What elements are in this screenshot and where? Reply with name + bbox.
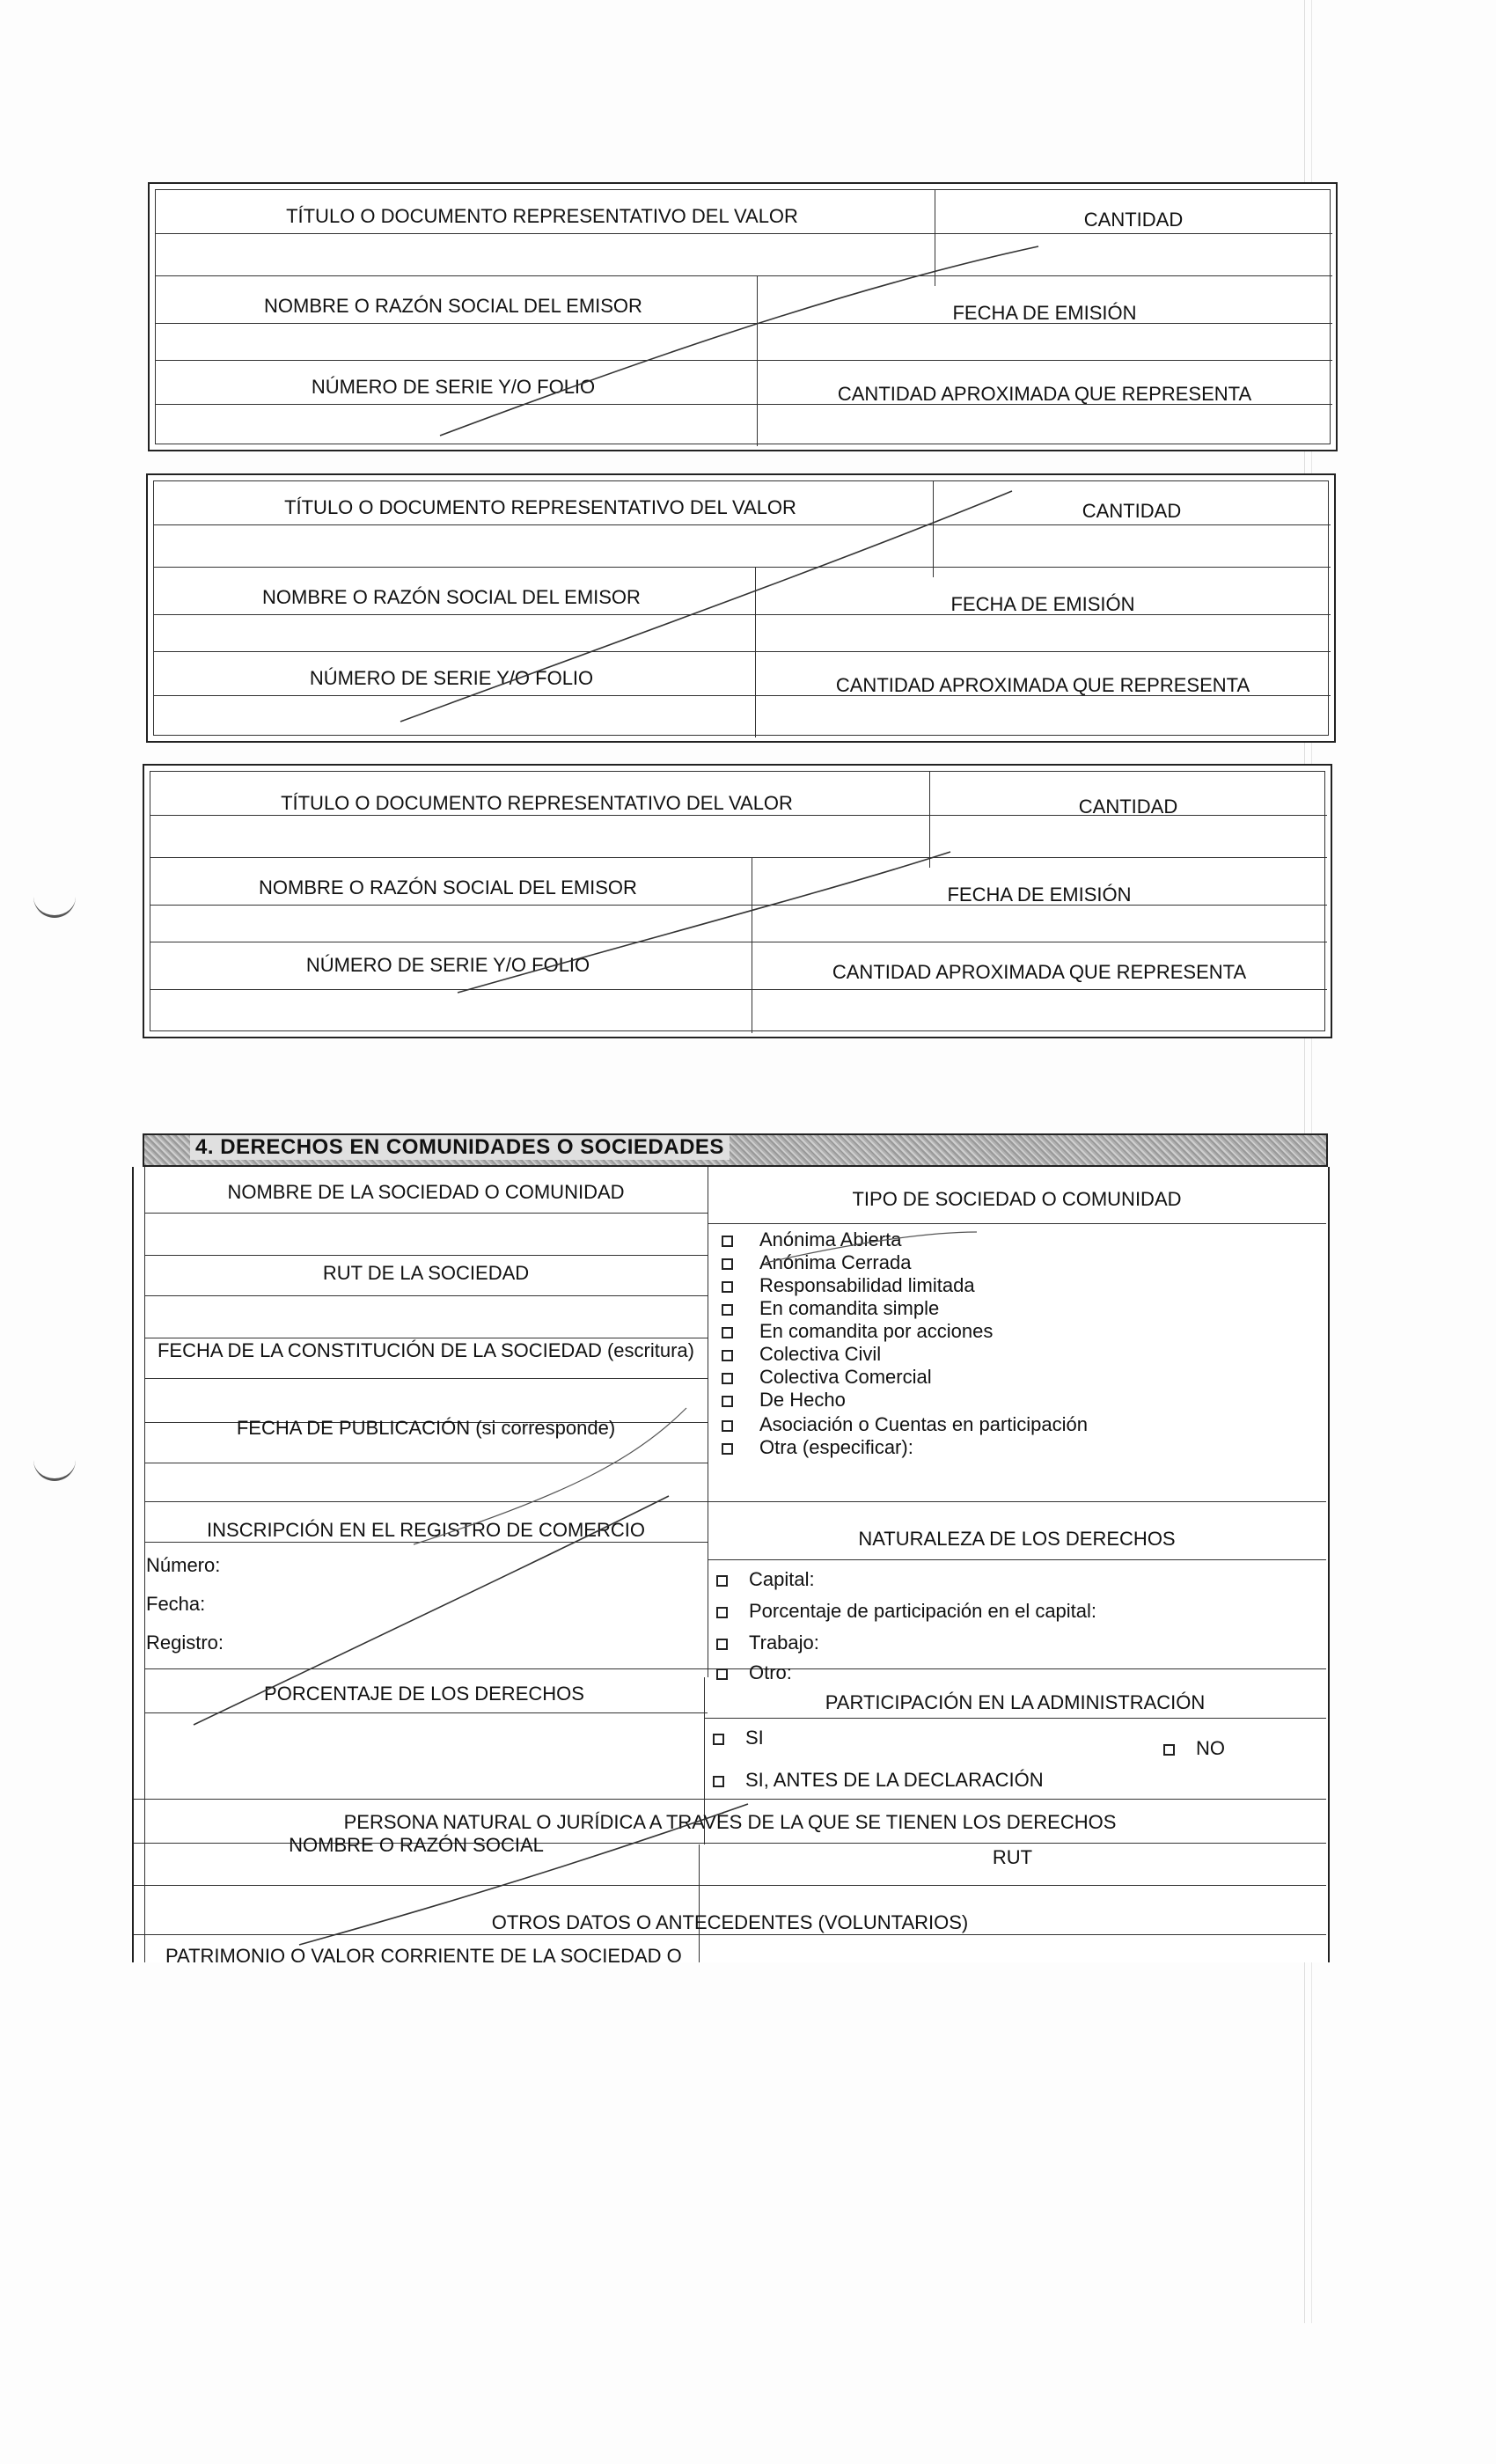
company-rut-label: RUT DE LA SOCIEDAD	[322, 1262, 530, 1284]
serial-label: NÚMERO DE SERIE Y/O FOLIO	[309, 667, 594, 689]
issue-date-label: FECHA DE EMISIÓN	[947, 884, 1132, 906]
security-title-label: TÍTULO O DOCUMENTO REPRESENTATIVO DEL VALOR	[286, 205, 798, 227]
company-name-label: NOMBRE DE LA SOCIEDAD O COMUNIDAD	[227, 1181, 625, 1203]
company-type-option[interactable]: Asociación o Cuentas en participación	[722, 1413, 1088, 1436]
company-type-option-other[interactable]: Otra (especificar):	[722, 1436, 913, 1459]
registry-label: INSCRIPCIÓN EN EL REGISTRO DE COMERCIO	[207, 1519, 645, 1541]
section-number: 4.	[195, 1135, 215, 1159]
company-type-option[interactable]: Colectiva Civil	[722, 1343, 881, 1366]
constitution-date-label: FECHA DE LA CONSTITUCIÓN DE LA SOCIEDAD (escritura)	[157, 1339, 694, 1361]
rights-nature-option[interactable]: Trabajo:	[716, 1632, 819, 1654]
issuer-label: NOMBRE O RAZÓN SOCIAL DEL EMISOR	[262, 586, 641, 608]
rights-nature-option[interactable]: Capital:	[716, 1568, 815, 1591]
registry-number-label: Número:	[146, 1554, 221, 1576]
company-type-option[interactable]: Anónima Abierta	[722, 1228, 901, 1251]
approx-quantity-label: CANTIDAD APROXIMADA QUE REPRESENTA	[835, 674, 1250, 696]
issue-date-label: FECHA DE EMISIÓN	[950, 593, 1135, 615]
intermediary-rut-label: RUT	[992, 1846, 1033, 1868]
patrimony-label: PATRIMONIO O VALOR CORRIENTE DE LA SOCIEDAD O	[165, 1945, 682, 1962]
rights-percentage-label: PORCENTAJE DE LOS DERECHOS	[264, 1683, 584, 1705]
admin-yes-before-option[interactable]: SI, ANTES DE LA DECLARACIÓN	[713, 1769, 1044, 1792]
company-type-option[interactable]: De Hecho	[722, 1389, 846, 1412]
company-type-option[interactable]: Anónima Cerrada	[722, 1251, 911, 1274]
serial-label: NÚMERO DE SERIE Y/O FOLIO	[311, 376, 596, 398]
issuer-label: NOMBRE O RAZÓN SOCIAL DEL EMISOR	[264, 295, 642, 317]
security-title-label: TÍTULO O DOCUMENTO REPRESENTATIVO DEL VALOR	[281, 792, 793, 814]
admin-no-option[interactable]: NO	[1163, 1737, 1225, 1760]
rights-nature-option[interactable]: Otro:	[716, 1661, 792, 1684]
quantity-label: CANTIDAD	[1078, 796, 1178, 818]
admin-participation-label: PARTICIPACIÓN EN LA ADMINISTRACIÓN	[825, 1691, 1206, 1713]
company-type-label: TIPO DE SOCIEDAD O COMUNIDAD	[852, 1188, 1182, 1210]
registry-date-label: Fecha:	[146, 1593, 206, 1615]
approx-quantity-label: CANTIDAD APROXIMADA QUE REPRESENTA	[832, 961, 1247, 983]
registry-registry-label: Registro:	[146, 1632, 224, 1654]
publication-date-label: FECHA DE PUBLICACIÓN (si corresponde)	[236, 1417, 616, 1439]
issue-date-label: FECHA DE EMISIÓN	[952, 302, 1137, 324]
serial-label: NÚMERO DE SERIE Y/O FOLIO	[305, 954, 590, 976]
other-data-label: OTROS DATOS O ANTECEDENTES (VOLUNTARIOS)	[491, 1911, 969, 1933]
admin-yes-option[interactable]: SI	[713, 1727, 764, 1749]
company-type-option[interactable]: Responsabilidad limitada	[722, 1274, 975, 1297]
issuer-label: NOMBRE O RAZÓN SOCIAL DEL EMISOR	[259, 876, 637, 898]
intermediary-name-label: NOMBRE O RAZÓN SOCIAL	[289, 1834, 544, 1856]
company-type-option[interactable]: Colectiva Comercial	[722, 1366, 932, 1389]
quantity-label: CANTIDAD	[1082, 500, 1182, 522]
intermediary-label: PERSONA NATURAL O JURÍDICA A TRAVÉS DE LA QUE SE TIENEN LOS DERECHOS	[343, 1811, 1117, 1833]
approx-quantity-label: CANTIDAD APROXIMADA QUE REPRESENTA	[837, 383, 1252, 405]
company-type-option[interactable]: En comandita por acciones	[722, 1320, 993, 1343]
section-title-text: DERECHOS EN COMUNIDADES O SOCIEDADES	[220, 1135, 724, 1159]
company-type-option[interactable]: En comandita simple	[722, 1297, 939, 1320]
rights-nature-option[interactable]: Porcentaje de participación en el capital:	[716, 1600, 1096, 1623]
quantity-label: CANTIDAD	[1083, 209, 1184, 231]
rights-nature-label: NATURALEZA DE LOS DERECHOS	[858, 1528, 1176, 1550]
security-title-label: TÍTULO O DOCUMENTO REPRESENTATIVO DEL VALOR	[284, 496, 796, 518]
